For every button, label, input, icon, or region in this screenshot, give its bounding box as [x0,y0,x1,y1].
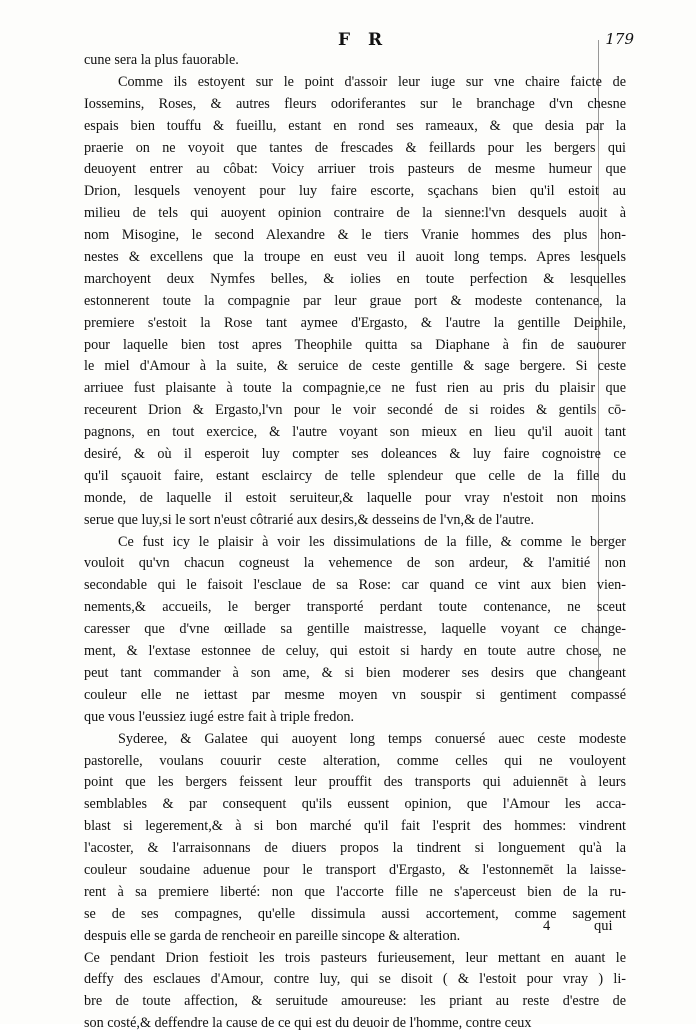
body-text [84,50,626,1035]
text-line: arriuee fust plaisante à toute la compagnie,ce ne fust rien au pris du plaisir que [84,380,626,397]
text-line: point que les bergers feissent leur prouffit des transports qui aduiennēt à leurs [84,774,626,791]
text-line: Iossemins, Roses, & autres fleurs odoriferantes sur le branchage d'vn chesne [84,95,626,112]
text-line: caresser que d'vne œillade sa gentille maistresse, laquelle voyant ce change- [84,621,626,638]
text-line: blast si legerement,& à si bon marché qu'il fait l'esprit des hommes: vindrent [84,818,626,835]
text-line: nements,& accueils, le berger transporté perdant toute contenance, ne sceut [84,599,626,616]
text-line: deuoyent entrer au côbat: Voicy arriuer trois pasteurs de mesme humeur que [84,161,626,178]
page-number: 179 [605,30,634,48]
text-line: peut tant commander à son ame, & si bien moderer ses desirs que changeant [84,664,626,681]
text-line: receurent Drion & Ergasto,l'vn pour le voir secondé de si roides & gentils cō- [84,402,626,419]
catchword: qui [594,918,613,934]
text-line: le miel d'Amour à la suite, & seruice de ceste gentille & sage bergere. Si ceste [84,358,626,375]
text-line: milieu de tels qui auoyent opinion contraire de la sienne:l'vn desquels auoit à [84,205,626,222]
text-line: Syderee, & Galatee qui auoyent long temps conuersé auec ceste modeste [118,730,626,747]
text-line: premiere s'estoit la Rose tant aymee d'Ergasto, & l'autre la gentille Deiphile, [84,314,626,331]
text-line: Comme ils estoyent sur le point d'assoir leur iuge sur vne chaire faicte de [118,73,626,90]
text-line: bre de toute affection, & seruitude amoureuse: les priant au reste d'estre de [84,993,626,1010]
text-line: espais bien touffu & fueillu, estant en rond ses rameaux, & que desia par la [84,117,626,134]
page-footer [0,918,696,938]
text-line: pastorelle, voulans couurir ceste alteration, comme celles qui ne vouloyent [84,752,626,769]
text-line: estonnerent toute la compagnie par leur graue port & modeste contenance, la [84,292,626,309]
text-line: vouloit qu'vn chacun cogneust la vehemence de son ardeur, & l'amitié non [84,555,626,572]
text-line: nom Misogine, le second Alexandre & le tiers Vranie hommes des plus hon- [84,227,626,244]
text-line: que vous l'eussiez iugé estre fait à triple fredon. [84,708,355,725]
text-line: Ce fust icy le plaisir à voir les dissimulations de la fille, & comme le berger [118,533,626,550]
text-line: ment, & l'extase estonnee de celuy, qui estoit si hardy en toute autre chose, ne [84,643,626,660]
text-line: secondable qui le faisoit l'esclaue de sa Rose: car quand ce vint aux bien vien- [84,577,626,594]
text-line: couleur soudaine aduenue pour le transport d'Ergasto, & l'estonnemēt la laisse- [84,861,626,878]
page-header [0,30,696,50]
signature-mark: 4 [543,918,551,934]
text-line: qu'il sçauoit faire, estant esclaircy de telle splendeur que celle de la fille du [84,467,626,484]
text-line: cune sera la plus fauorable. [84,52,239,68]
text-line: pagnons, en tout exercice, & l'autre voyant son mieux en lieu qu'il auoit tant [84,424,626,441]
text-line: semblables & par consequent qu'ils eussent opinion, que l'Amour les acca- [84,796,626,813]
text-line: deffy des esclaues d'Amour, contre luy, qui se disoit ( & l'estoit pour vray ) li- [84,971,626,988]
text-line: pour laquelle bien tost apres Theophile quitta sa Diaphane à fin de sauourer [84,336,626,353]
text-line: serue que luy,si le sort n'eust côtrarié aux desirs,& desseins de l'vn,& de l'autre. [84,511,534,528]
text-line: se de ses compagnes, qu'elle dissimula aussi accortement, comme sagement [84,905,626,922]
text-line: nestes & excellens que la troupe en eust veu il auoit long temps. Apres lesquels [84,249,626,266]
text-line: l'acoster, & l'arraisonnans de diuers propos la tindrent si longuement qu'à la [84,840,626,857]
text-line: couleur elle ne iettast par mesme moyen vn souspir si gentiment compassé [84,686,626,703]
text-line: Ce pendant Drion festioit les trois pasteurs furieusement, leur mettant en auant le [84,949,626,966]
text-line: son costé,& deffendre la cause de ce qui est du deuoir de l'homme, contre ceux [84,1015,532,1032]
text-line: rent à sa premiere liberté: non que l'accorte fille ne s'aperceust bien de la ru- [84,883,626,900]
text-line: despuis elle se garda de rencheoir en pareille sincope & alteration. [84,927,461,944]
text-line: desiré, & où il esperoit luy compter ses doleances & luy faire cognoistre ce [84,446,626,463]
text-line: Drion, lesquels venoyent pour luy faire escorte, sçachans bien qu'il estoit au [84,183,626,200]
running-head: F R [338,30,389,50]
text-line: marchoyent deux Nymfes belles, & iolies en toute perfection & lesquelles [84,270,626,287]
text-line: monde, de laquelle il estoit seruiteur,& laquelle pour vray n'estoit non moins [84,489,626,506]
text-line: praerie on ne voyoit que tantes de frescades & feillards pour les bergers qui [84,139,626,156]
